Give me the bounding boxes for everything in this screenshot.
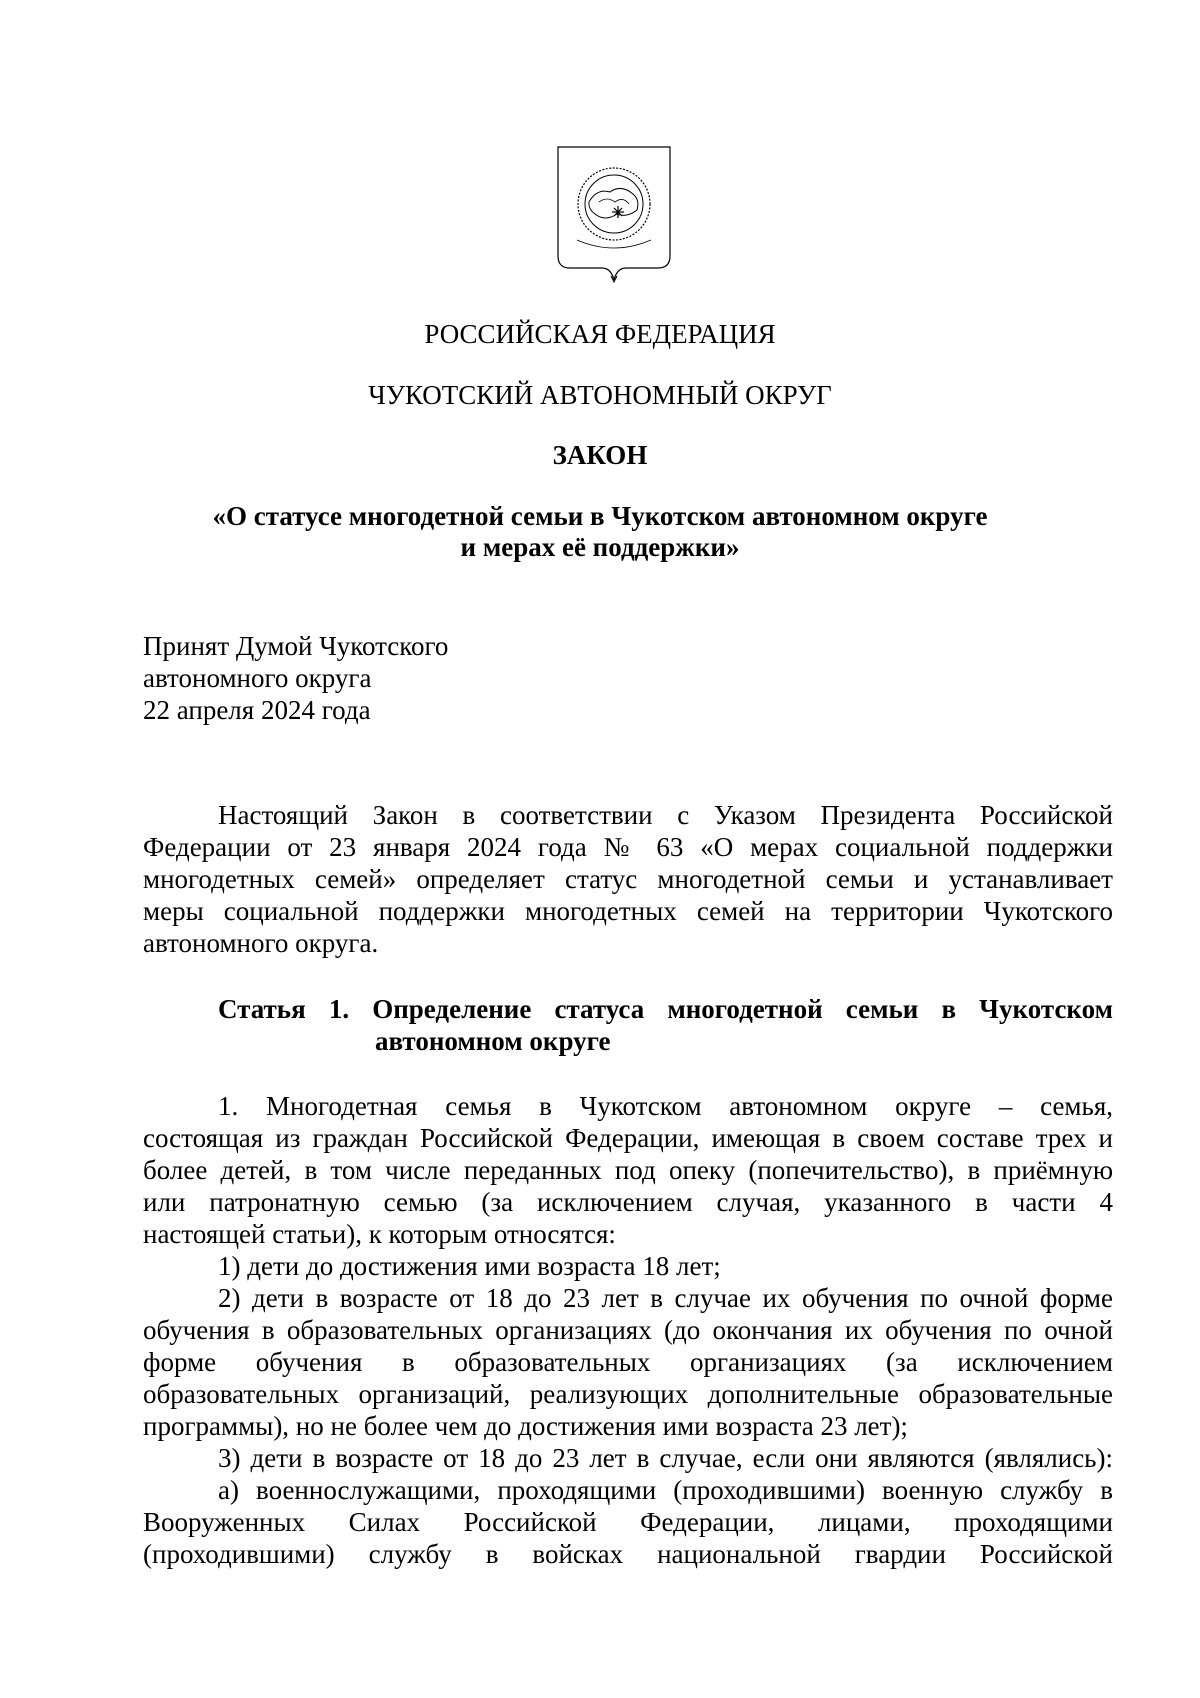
paragraph-line: или патронатную семью (за исключением случая, указанного в части 4 xyxy=(143,1187,1113,1217)
preamble-line: Федерации от 23 января 2024 года № 63 «О мерах социальной поддержки xyxy=(143,832,1113,862)
law-title-line-1: «О статусе многодетной семьи в Чукотском автономном округе xyxy=(212,501,988,531)
paragraph-line: настоящей статьи), к которым относятся: xyxy=(143,1219,616,1249)
list-item-1: 1) дети до достижения ими возраста 18 лет; xyxy=(218,1251,721,1281)
paragraph-line: более детей, в том числе переданных под опеку (попечительство), в приёмную xyxy=(143,1155,1113,1185)
subitem-a-line: Вооруженных Силах Российской Федерации, лицами, проходящими xyxy=(143,1507,1113,1537)
preamble-paragraph xyxy=(143,799,1113,959)
preamble-line: Настоящий Закон в соответствии с Указом Президента Российской xyxy=(218,800,1113,830)
preamble-line: многодетных семей» определяет статус многодетной семьи и устанавливает xyxy=(143,864,1113,894)
region-name: ЧУКОТСКИЙ АВТОНОМНЫЙ ОКРУГ xyxy=(368,380,832,410)
article-title-line: автономном округе xyxy=(375,1026,611,1056)
article-title-line: Статья 1. Определение статуса многодетной семьи в Чукотском xyxy=(218,994,1113,1024)
law-title-line-2: и мерах её поддержки» xyxy=(460,532,740,562)
paragraph-line: 1. Многодетная семья в Чукотском автономном округе – семья, xyxy=(218,1091,1113,1121)
adoption-date: 22 апреля 2024 года xyxy=(143,695,371,725)
list-item-2-line: программы), но не более чем до достижения ими возраста 23 лет); xyxy=(143,1411,908,1441)
adoption-line-1: Принят Думой Чукотского xyxy=(143,631,449,661)
coat-of-arms-emblem xyxy=(555,144,673,294)
subitem-a-line: (проходившими) службу в войсках национальной гвардии Российской xyxy=(143,1539,1113,1569)
list-item-2-line: обучения в образовательных организациях (до окончания их обучения по очной xyxy=(143,1315,1113,1345)
subitem-a-line: а) военнослужащими, проходящими (проходившими) военную службу в xyxy=(218,1475,1113,1505)
list-item-3: 3) дети в возрасте от 18 до 23 лет в случае, если они являются (являлись): xyxy=(218,1443,1113,1473)
article-1-title xyxy=(218,993,1113,1057)
list-item-2-line: 2) дети в возрасте от 18 до 23 лет в случае их обучения по очной форме xyxy=(218,1283,1113,1313)
adoption-line-2: автономного округа xyxy=(143,663,372,693)
country-name: РОССИЙСКАЯ ФЕДЕРАЦИЯ xyxy=(424,319,776,349)
list-item-2-line: форме обучения в образовательных организациях (за исключением xyxy=(143,1347,1113,1377)
preamble-line: автономного округа. xyxy=(143,928,379,958)
paragraph-line: состоящая из граждан Российской Федерации, имеющая в своем составе трех и xyxy=(143,1123,1113,1153)
article-1-part-1 xyxy=(143,1090,1113,1570)
document-type: ЗАКОН xyxy=(552,440,648,470)
preamble-line: меры социальной поддержки многодетных семей на территории Чукотского xyxy=(143,896,1113,926)
list-item-2-line: образовательных организаций, реализующих дополнительные образовательные xyxy=(143,1379,1113,1409)
